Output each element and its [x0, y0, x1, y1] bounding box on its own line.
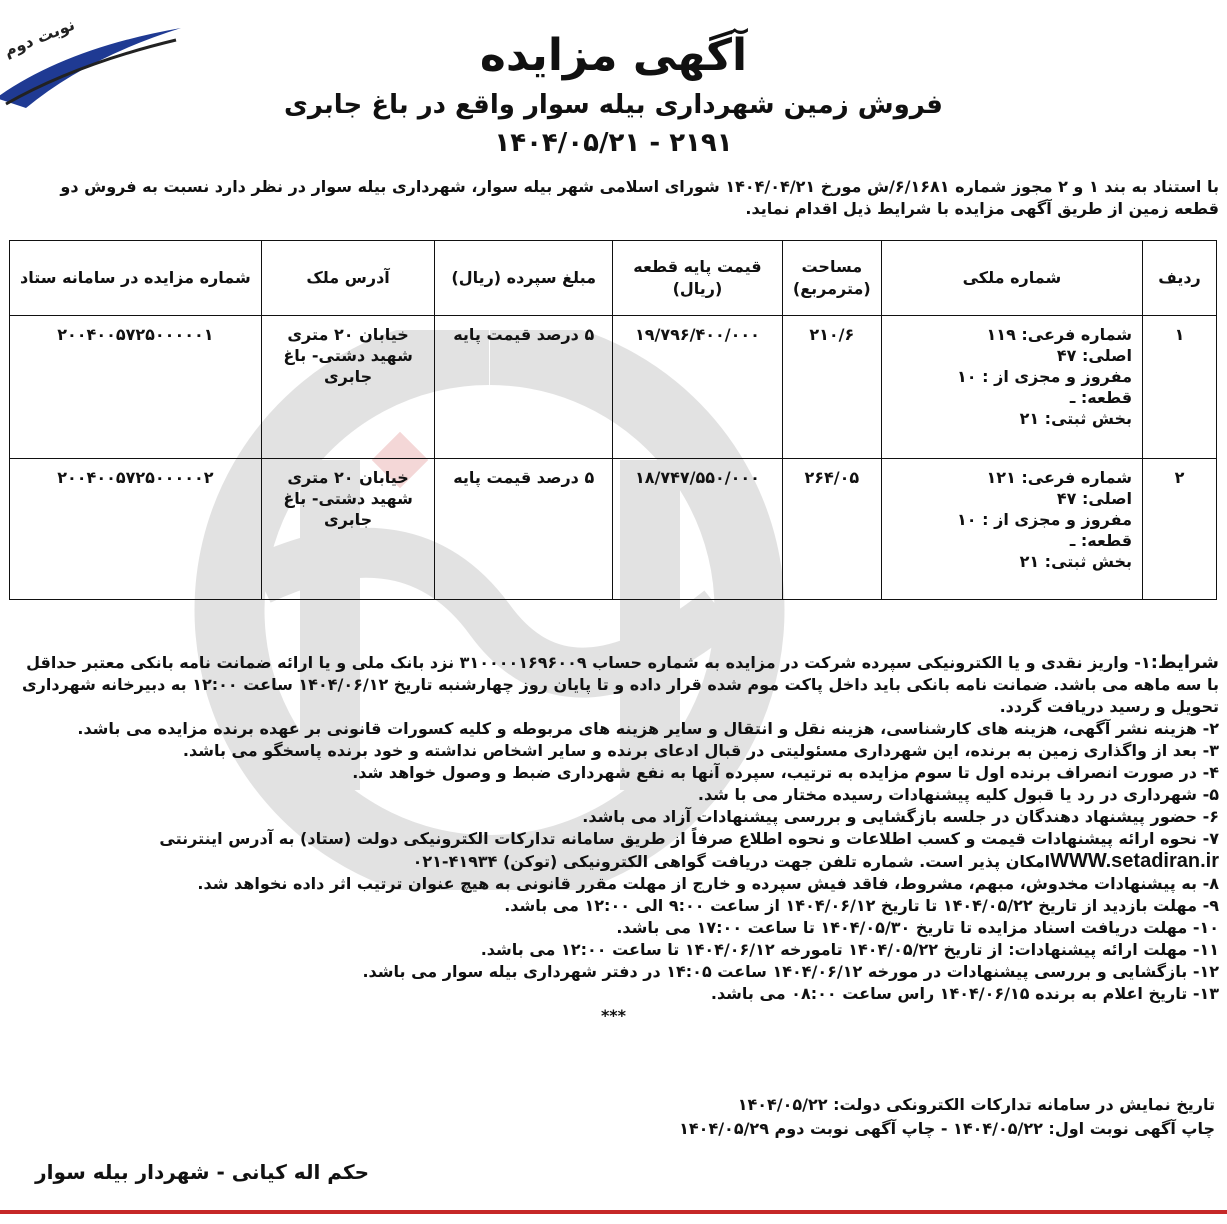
bottom-divider	[0, 1210, 1227, 1214]
table-row	[10, 459, 1217, 600]
prop-piece: قطعه: ـ	[1069, 388, 1133, 407]
table-row	[10, 316, 1217, 459]
prop-sub: شماره فرعی: ۱۲۱	[986, 468, 1133, 487]
notice-code: ۲۱۹۱ - ۱۴۰۴/۰۵/۲۱	[494, 128, 733, 158]
cell-deposit: ۵ درصد قیمت پایه	[435, 459, 613, 600]
header-setad-number: شماره مزایده در سامانه ستاد	[10, 241, 262, 316]
header-row-number: ردیف	[1143, 241, 1217, 316]
display-date: تاریخ نمایش در سامانه تدارکات الکترونکی دولت: ۱۴۰۴/۰۵/۲۲	[737, 1095, 1215, 1114]
page-title: آگهی مزایده	[479, 30, 748, 81]
intro-line: قطعه زمین از طریق آگهی مزایده با شرایط ذیل اقدام نماید.	[745, 199, 1219, 218]
cell-row-number: ۲	[1143, 459, 1217, 600]
cell-deposit: ۵ درصد قیمت پایه	[435, 316, 613, 459]
mayor-signature: حکم اله کیانی - شهردار بیله سوار	[35, 1160, 369, 1184]
condition-6: ۶- حضور پیشنهاد دهندگان در جلسه بازگشایی و بررسی پیشنهادات آزاد می باشد.	[582, 807, 1219, 826]
separator-stars: ***	[600, 1006, 627, 1025]
condition-5: ۵- شهرداری در رد یا قبول کلیه پیشنهادات رسیده مختار می با شد.	[697, 785, 1219, 804]
header-base-price: قیمت پایه قطعه (ریال)	[613, 241, 783, 316]
properties-table	[9, 240, 1217, 600]
cell-property	[881, 459, 1142, 600]
condition-1-cont: با سه ماهه می باشد. ضمانت نامه بانکی باید داخل پاکت موم شده قرار داده و تا پایان روز چهارشنبه تاریخ ۱۴۰۴/۰۶/۱۲ ساعت ۱۲:۰۰ به دبیرخانه شهرداری	[21, 675, 1219, 694]
cell-row-number: ۱	[1143, 316, 1217, 459]
header-area: مساحت (مترمربع)	[782, 241, 881, 316]
condition-7: ۷- نحوه ارائه پیشنهادات قیمت و کسب اطلاعات و نحوه اطلاع صرفاً از طریق سامانه تدارکات الکترونیکی دولت (ستاد) به آدرس اینترنتی	[159, 829, 1219, 848]
cell-area: ۲۱۰/۶	[782, 316, 881, 459]
condition-2: ۲- هزینه نشر آگهی، هزینه های کارشناسی، هزینه نقل و انتقال و سایر هزینه های مربوطه و کلیه کسورات قانونی بر عهده برنده مزایده می باشد.	[77, 719, 1219, 738]
print-dates: چاپ آگهی نوبت اول: ۱۴۰۴/۰۵/۲۲ - چاپ آگهی نوبت دوم ۱۴۰۴/۰۵/۲۹	[679, 1119, 1215, 1138]
cell-base-price: ۱۹/۷۹۶/۴۰۰/۰۰۰	[613, 316, 783, 459]
condition-10: ۱۰- مهلت دریافت اسناد مزایده تا تاریخ ۱۴۰۴/۰۵/۳۰ تا ساعت ۱۷:۰۰ می باشد.	[616, 918, 1219, 937]
prop-piece: قطعه: ـ	[1069, 531, 1133, 550]
prop-main: اصلی: ۴۷	[1056, 489, 1133, 508]
header-property: شماره ملکی	[881, 241, 1142, 316]
prop-sub: شماره فرعی: ۱۱۹	[986, 325, 1133, 344]
condition-11: ۱۱- مهلت ارائه پیشنهادات: از تاریخ ۱۴۰۴/۰۵/۲۲ تامورخه ۱۴۰۴/۰۶/۱۲ تا ساعت ۱۲:۰۰ می باشد.	[480, 940, 1219, 959]
condition-8: ۸- به پیشنهادات مخدوش، مبهم، مشروط، فاقد فیش سپرده و خارج از مهلت مقرر قانونی به هیچ عنوان ترتیب اثر داده نخواهد شد.	[197, 874, 1219, 893]
table-header-row	[10, 241, 1217, 316]
condition-3: ۳- بعد از واگذاری زمین به برنده، این شهرداری مسئولیتی در قبال ادعای برنده و سایر اشخاص نداشته و خود برنده پاسخگو می باشد.	[182, 741, 1219, 760]
prop-separated: مفروز و مجزی از : ۱۰	[957, 510, 1133, 529]
condition-12: ۱۲- بازگشایی و بررسی پیشنهادات در مورخه ۱۴۰۴/۰۶/۱۲ ساعت ۱۴:۰۵ در دفتر شهرداری بیله سوار می باشد.	[362, 962, 1219, 981]
ribbon-label: نوبت دوم	[1, 14, 78, 61]
condition-1: ۱- واریز نقدی و یا الکترونیکی سپرده شرکت در مزایده به شماره حساب ۳۱۰۰۰۰۱۶۹۶۰۰۹ نزد بانک ملی و یا ارائه ضمانت نامه بانکی معتبر حداقل	[26, 653, 1151, 672]
setad-website-link[interactable]: WWW.setadiran.ir	[1050, 850, 1219, 872]
page-subtitle: فروش زمین شهرداری بیله سوار واقع در باغ جابری	[284, 90, 943, 120]
header-deposit: مبلغ سپرده (ریال)	[435, 241, 613, 316]
conditions-section	[8, 652, 1219, 1027]
cell-base-price: ۱۸/۷۴۷/۵۵۰/۰۰۰	[613, 459, 783, 600]
prop-main: اصلی: ۴۷	[1056, 346, 1133, 365]
cell-address: خیابان ۲۰ متری شهید دشتی- باغ جابری	[261, 316, 435, 459]
intro-paragraph	[8, 176, 1219, 220]
condition-9: ۹- مهلت بازدید از تاریخ ۱۴۰۴/۰۵/۲۲ تا تاریخ ۱۴۰۴/۰۶/۱۲ از ساعت ۹:۰۰ الی ۱۲:۰۰ می باشد.	[504, 896, 1219, 915]
footer-dates	[679, 1093, 1215, 1141]
cell-setad-number: ۲۰۰۴۰۰۵۷۲۵۰۰۰۰۰۲	[10, 459, 262, 600]
cell-setad-number: ۲۰۰۴۰۰۵۷۲۵۰۰۰۰۰۱	[10, 316, 262, 459]
intro-line: با استناد به بند ۱ و ۲ مجوز شماره ۶/۱۶۸۱/ش مورخ ۱۴۰۴/۰۴/۲۱ شورای اسلامی شهر بیله سوار، شهرداری بیله سوار در نظر دارد نسبت به فروش دو	[60, 177, 1219, 196]
condition-1-end: تحویل و رسید دریافت گردد.	[999, 697, 1219, 716]
header-address: آدرس ملک	[261, 241, 435, 316]
cell-property	[881, 316, 1142, 459]
condition-7-cont: امکان پذیر است. شماره تلفن جهت دریافت گواهی الکترونیکی (توکن) ۴۱۹۳۴-۰۲۱	[412, 852, 1051, 871]
condition-4: ۴- در صورت انصراف برنده اول تا سوم مزایده به ترتیب، سپرده آنها به نفع شهرداری ضبط و وصول خواهد شد.	[352, 763, 1219, 782]
cell-area: ۲۶۴/۰۵	[782, 459, 881, 600]
prop-separated: مفروز و مجزی از : ۱۰	[957, 367, 1133, 386]
conditions-label: شرایط:	[1150, 652, 1219, 673]
prop-section: بخش ثبتی: ۲۱	[1019, 552, 1133, 571]
prop-section: بخش ثبتی: ۲۱	[1019, 409, 1133, 428]
cell-address: خیابان ۲۰ متری شهید دشتی- باغ جابری	[261, 459, 435, 600]
condition-13: ۱۳- تاریخ اعلام به برنده ۱۴۰۴/۰۶/۱۵ راس ساعت ۰۸:۰۰ می باشد.	[710, 984, 1219, 1003]
